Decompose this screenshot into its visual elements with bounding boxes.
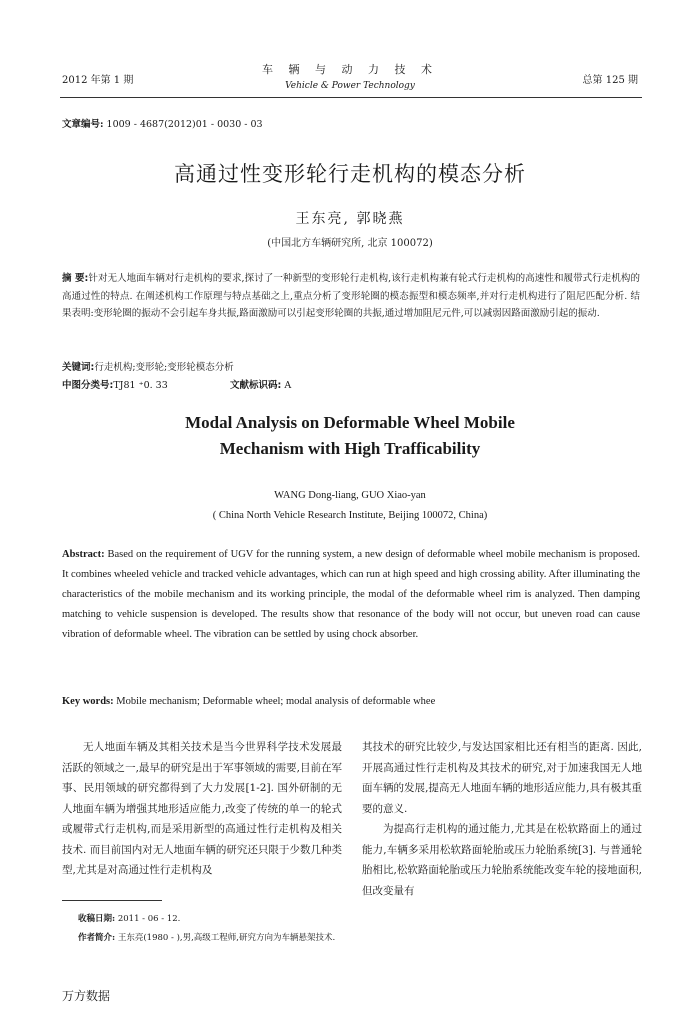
abstract-cn-label: 摘 要: [62, 273, 89, 284]
watermark-text: 万方数据 [62, 989, 111, 1003]
article-number-label: 文章编号: [62, 119, 104, 130]
total-issue-label: 总第 125 期 [582, 75, 638, 86]
article-number-value: 1009 - 4687(2012)01 - 0030 - 03 [106, 119, 263, 130]
authors-cn: 王东亮, 郭晓燕 [295, 211, 405, 227]
footnote-received [78, 912, 180, 924]
header-rule [60, 97, 642, 98]
body-paragraph: 其技术的研究比较少,与发达国家相比还有相当的距离. 因此,开展高通过性行走机构及其技术的研究,对于加速我国无人地面车辆的发展,提高无人地面车辆的地形适应能力,具有极其重要的意义. [362, 741, 642, 815]
received-label: 收稿日期: [78, 914, 116, 924]
body-paragraph: 无人地面车辆及其相关技术是当今世界科学技术发展最活跃的领域之一,最早的研究是出于军事领域的需要,目前在军事、民用领域的研究都得到了大力发展[1-2]. 国外研制的无人地面车辆为增强其地形适应能力,改变了传统的单一的轮式或履带式行走机构,而是采用新型的高通过性行走机构及相关技术. 而目前国内对无人地面车辆的研究还只限于少数几种类型,尤其是对高通过性行走机构及 [62, 741, 342, 876]
paper-title-en [0, 410, 700, 462]
body-left-column [62, 737, 342, 881]
affiliation-cn: (中国北方车辆研究所, 北京 100072) [267, 238, 433, 249]
footnote-rule [62, 900, 162, 901]
document-code [230, 377, 291, 391]
affiliation-en: ( China North Vehicle Research Institute, Beijing 100072, China) [212, 510, 488, 521]
author-bio-label: 作者简介: [78, 933, 116, 943]
keywords-en-label: Key words: [62, 696, 114, 707]
title-en-line1: Modal Analysis on Deformable Wheel Mobile [185, 413, 515, 432]
abstract-en-label: Abstract: [62, 549, 105, 560]
body-paragraph: 为提高行走机构的通过能力,尤其是在松软路面上的通过能力,车辆多采用松软路面轮胎或压力轮胎系统[3]. 与普通轮胎相比,松软路面轮胎或压力轮胎系统能改变车轮的接地面积,但改变量有 [362, 823, 642, 897]
abstract-cn [62, 270, 640, 323]
abstract-en-text: Based on the requirement of UGV for the running system, a new design of deformable wheel mobile mechanism is proposed. It combines wheeled vehicle and tracked vehicle advantages, which can run at high speed and high crossing ability. After illuminating the characteristics of the mobile mechanism and its working principle, the modal of the deformable wheel rim is analyzed. Then damping matching to vehicle suspension is developed. The results show that resonance of the body will not occur, but uneven road can cause vibration of deformable wheel. The vibration can be settled by using chock absorber. [62, 549, 640, 640]
classification-row [62, 377, 640, 391]
journal-title-cn: 车 辆 与 动 力 技 术 [262, 63, 438, 76]
doc-code-value: A [284, 380, 292, 391]
journal-title-en: Vehicle & Power Technology [285, 81, 415, 91]
issue-label: 2012 年第 1 期 [62, 75, 134, 86]
keywords-en [62, 696, 435, 707]
body-right-column [362, 737, 642, 901]
clc-value: TJ81 ⁺0. 33 [113, 380, 168, 391]
footnote-author [78, 931, 335, 943]
title-en-line2: Mechanism with High Trafficability [219, 439, 481, 458]
author-bio-value: 王东亮(1980 - ),男,高级工程师,研究方向为车辆悬架技术. [117, 933, 336, 943]
doc-code-label: 文献标识码: [230, 380, 282, 391]
keywords-cn-label: 关键词: [62, 362, 95, 373]
clc-label: 中图分类号: [62, 380, 114, 391]
abstract-en [62, 545, 640, 645]
paper-title-cn: 高通过性变形轮行走机构的模态分析 [174, 162, 526, 186]
keywords-en-text: Mobile mechanism; Deformable wheel; modal analysis of deformable whee [113, 696, 436, 707]
received-value: 2011 - 06 - 12. [117, 914, 181, 924]
authors-en: WANG Dong-liang, GUO Xiao-yan [274, 490, 426, 501]
keywords-cn-text: 行走机构;变形轮;变形轮模态分析 [94, 362, 234, 373]
keywords-cn [62, 359, 234, 373]
abstract-cn-text: 针对无人地面车辆对行走机构的要求,探讨了一种新型的变形轮行走机构,该行走机构兼有轮式行走机构的高速性和履带式行走机构的高通过性的特点. 在阐述机构工作原理与特点基础之上,重点分析了变形轮圈的模态振型和模态频率,并对行走机构进行了阻尼匹配分析. 结果表明:变形轮圈的振动不会引起车身共振,路面激励可以引起变形轮圈的共振,通过增加阻尼元件,可以减弱因路面激励引起的振动. [62, 273, 641, 319]
article-number [62, 116, 263, 130]
